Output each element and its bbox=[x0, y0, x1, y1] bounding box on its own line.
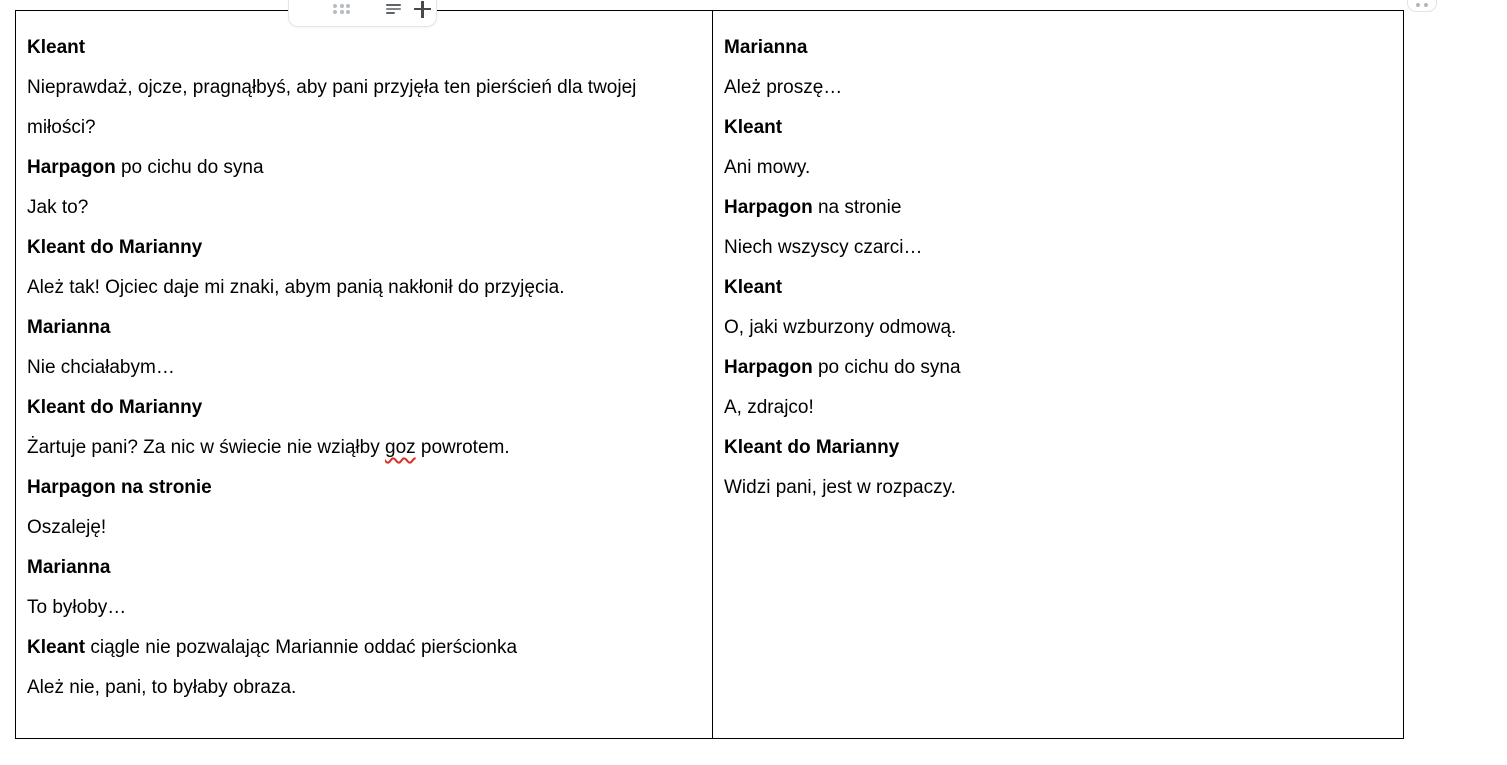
paragraph bbox=[27, 268, 701, 308]
paragraph bbox=[27, 628, 701, 668]
paragraph bbox=[724, 188, 1392, 228]
text-run: Kleant bbox=[27, 637, 86, 658]
text-run: Ależ tak! Ojciec daje mi znaki, abym panią nakłonił do przyjęcia. bbox=[27, 277, 565, 298]
text-run: powrotem. bbox=[415, 437, 510, 458]
text-run: Harpagon bbox=[724, 197, 813, 218]
paragraph bbox=[27, 508, 701, 548]
add-icon[interactable] bbox=[414, 1, 431, 18]
paragraph bbox=[27, 308, 701, 348]
paragraph bbox=[27, 388, 701, 428]
text-run: Marianna bbox=[27, 317, 111, 338]
paragraph bbox=[724, 308, 1392, 348]
paragraph bbox=[27, 428, 701, 468]
text-run: Harpagon bbox=[27, 157, 116, 178]
text-run: na stronie bbox=[812, 197, 902, 218]
column-drag-handle[interactable] bbox=[1407, 0, 1437, 12]
text-run: Jak to? bbox=[27, 197, 89, 218]
paragraph bbox=[27, 668, 701, 708]
paragraph bbox=[27, 188, 701, 228]
text-run: Marianna bbox=[27, 557, 111, 578]
paragraph bbox=[724, 68, 1392, 108]
paragraph bbox=[27, 148, 701, 188]
text-run: Ależ proszę… bbox=[724, 77, 843, 98]
text-run: Kleant do Marianny bbox=[27, 397, 203, 418]
text-run: Nieprawdaż, ojcze, pragnąłbyś, aby pani przyjęła ten pierścień dla twojej miłości? bbox=[27, 77, 637, 138]
paragraph bbox=[724, 428, 1392, 468]
handle-dot-icon bbox=[1424, 3, 1429, 8]
text-run: Kleant bbox=[27, 37, 86, 58]
table-cell-left[interactable] bbox=[16, 11, 713, 738]
paragraph bbox=[27, 28, 701, 68]
text-run: Marianna bbox=[724, 37, 808, 58]
text-run: Kleant do Marianny bbox=[724, 437, 900, 458]
table-cell-right[interactable] bbox=[713, 11, 1403, 738]
paragraph bbox=[724, 108, 1392, 148]
text-run: Żartuje pani? Za nic w świecie nie wziąłby bbox=[27, 437, 385, 458]
text-run: Ależ nie, pani, to byłaby obraza. bbox=[27, 677, 297, 698]
paragraph bbox=[27, 468, 701, 508]
text-run: po cichu do syna bbox=[812, 357, 961, 378]
text-run: Kleant bbox=[724, 117, 783, 138]
handle-dot-icon bbox=[1416, 3, 1421, 8]
misspelled-word: goz bbox=[385, 437, 416, 458]
text-run: To byłoby… bbox=[27, 597, 127, 618]
text-run: Oszaleję! bbox=[27, 517, 107, 538]
paragraph bbox=[724, 28, 1392, 68]
text-run: Ani mowy. bbox=[724, 157, 811, 178]
paragraph bbox=[724, 468, 1392, 508]
text-run: Kleant bbox=[724, 277, 783, 298]
paragraph bbox=[724, 388, 1392, 428]
table-align-icon[interactable] bbox=[386, 2, 402, 16]
text-run: Harpagon na stronie bbox=[27, 477, 212, 498]
paragraph bbox=[27, 68, 701, 148]
paragraph bbox=[724, 268, 1392, 308]
text-run: po cichu do syna bbox=[115, 157, 264, 178]
paragraph bbox=[27, 548, 701, 588]
paragraph bbox=[724, 228, 1392, 268]
text-run: Nie chciałabym… bbox=[27, 357, 175, 378]
text-run: Niech wszyscy czarci… bbox=[724, 237, 923, 258]
text-run: Widzi pani, jest w rozpaczy. bbox=[724, 477, 956, 498]
paragraph bbox=[27, 348, 701, 388]
table-drag-handle-icon[interactable] bbox=[333, 4, 350, 15]
paragraph bbox=[27, 228, 701, 268]
text-run: Kleant do Marianny bbox=[27, 237, 203, 258]
paragraph bbox=[724, 148, 1392, 188]
text-run: Harpagon bbox=[724, 357, 813, 378]
text-run: O, jaki wzburzony odmową. bbox=[724, 317, 957, 338]
table-toolbar bbox=[288, 0, 437, 27]
text-run: ciągle nie pozwalając Mariannie oddać pierścionka bbox=[85, 637, 518, 658]
script-table bbox=[15, 10, 1404, 739]
paragraph bbox=[27, 588, 701, 628]
text-run: A, zdrajco! bbox=[724, 397, 814, 418]
paragraph bbox=[724, 348, 1392, 388]
